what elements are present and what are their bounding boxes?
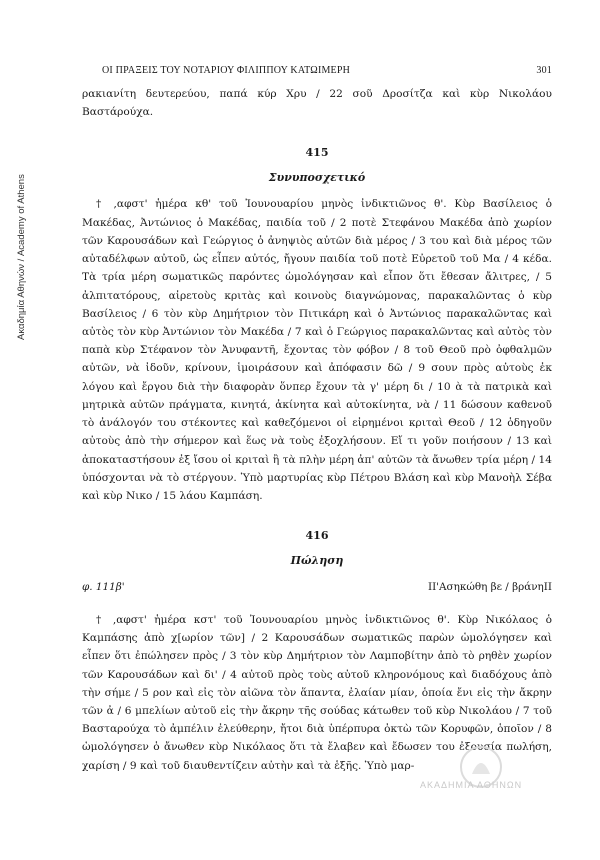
document-page [82,62,552,775]
running-head-title: ΟΙ ΠΡΑΞΕΙΣ ΤΟΥ ΝΟΤΑΡΙΟΥ ΦΙΛΙΠΠΟΥ ΚΑΤΩΙΜΕΡΗ [102,65,351,76]
doc-416-title: Πώληση [290,554,344,568]
archive-side-label-text: Ακαδημία Αθηνών / Academy of Athens [16,174,27,340]
doc-416-number: 416 [305,529,329,543]
running-head [82,62,552,79]
folio-reference: φ. 111β' [82,580,125,593]
doc-416-folio-row [82,579,552,597]
doc-415-text: † ,αφστ' ἡμέρα κθ' τοῦ Ἰουνουαρίου μηνὸς ἰνδικτιῶνος θ'. Κὺρ Βασίλειος ὁ Μακέδας, Ἀντώνιος ὁ Μακέδας, παιδία τοῦ / 2 ποτὲ Στεφάνου Μακέδα ἀπὸ χωρίον τῶν Καρουσάδων καὶ Γεώργιος ὁ ἀνηψιὸς αὐτῶν διὰ μέρος / 3 του καὶ διὰ μέρος τῶν αὐταδέλφων αὐτοῦ, ὡς εἶπεν αὐτός, ἤγουν παιδία τοῦ ποτὲ Εὐρετοῦ τοῦ Μα / 4 κέδα. Τὰ τρία μέρη σωματικῶς παρόντες ὡμολόγησαν καὶ εἶπον ὅτι ἔθεσαν ἄλιτρες, / 5 ἀλπιτατόρους, αἱρετοὺς κριτὰς καὶ κοινοὺς διαγνώμονας, παρακαλῶντας ὁ κὺρ Βασίλειος / 6 τὸν κὺρ Δημήτριον τὸν Πιτικάρη καὶ ὁ Ἀντώνιος παρακαλῶντας καὶ αὐτὸς τὸν κὺρ Ἀντώνιον τὸν Μακέδα / 7 καὶ ὁ Γεώργιος παρακαλῶντας καὶ αὐτὸς τὸν παπὰ κὺρ Στέφανον τὸν Ἀνυφαντῆ, ἔχοντας τὸν φόβον / 8 τοῦ Θεοῦ πρὸ ὀφθαλμῶν αὐτῶν, νὰ ἰδοῦν, κρίνουν, ἱμοιράσουν καὶ ἀπόφασιν δῶ / 9 σουν πρὸς αὐτοὺς ἐκ λόγου καὶ ἔργου διὰ τὴν διαφορὰν ὅνπερ ἔχουν τὰ γ' μέρη δι / 10 ὰ τὰ πατρικὰ καὶ μητρικὰ αὐτῶν πράγματα, κινητά, ἀκίνητα καὶ αὐτοκίνητα, νὰ / 11 δώσουν καθενοῦ τὸ ἀνάλογόν του στέκοντες καὶ καθεζόμενοι οἱ εἰρημένοι κριταὶ Θεοῦ / 12 ὁδηγοῦν αὐτοὺς ἀπὸ τὴν σήμερον καὶ ἕως νὰ τοὺς ἐξοχλήσουν. Εἴ τι γοῦν ποιήσουν / 13 καὶ ἀποκαταστήσουν ἐξ ἴσου οἱ κριταὶ ἢ τὰ πλὴν μέρη ἀπ' αὐτῶν τὰ ἄνωθεν τρία μέρη / 14 ὑπόσχονται νὰ τὸ στέργουν. Ὑπὸ μαρτυρίας κὺρ Πέτρου Βλάση καὶ κὺρ Μανοὴλ Σέβα καὶ κὺρ Νικο / 15 λάου Καμπάση. [82,198,552,502]
archive-side-label [16,60,32,360]
academy-watermark-text: ΑΚΑΔΗΜΙΑ ΑΘΗΝΩΝ [420,780,523,790]
intro-paragraph: ρακιανίτη δευτερεύου, παπά κύρ Χρυ / 22 σοῦ Δροσίτζα καὶ κὺρ Νικολάου Βαστάρούχα. [82,88,552,119]
page-number: 301 [536,65,552,76]
folio-note: ΙΙ'Ασηκώθη βε / βράνηΙΙ [427,580,552,593]
doc-415-number: 415 [305,145,329,159]
doc-416-text: † ,αφστ' ἡμέρα κστ' τοῦ Ἰουνουαρίου μηνὸς ἰνδικτιῶνος θ'. Κὺρ Νικόλαος ὁ Καμπάσης ἀπὸ χ[ωρίον τῶν] / 2 Καρουσάδων σωματικῶς παρὼν ὡμολόγησεν καὶ εἶπεν ὅτι ἐπώλησεν πρὸς / 3 τὸν κὺρ Δημήτριον τὸν Λαμποβίτην ἀπὸ τὸ ρηθὲν χωρίον τῶν Καρουσάδων καὶ δι' / 4 αὐτοῦ πρὸς τοὺς αὐτοῦ κληρονόμους καὶ διαδόχους ἀπὸ τὴν σήμε / 5 ρον καὶ εἰς τὸν αἰῶνα τὸν ἅπαντα, ἐλαίαν μίαν, ὁποία ἔνι εἰς τὴν ἄκρην τῶν ἀ / 6 μπελίων αὐτοῦ εἰς τὴν ἄκρην τῆς σούδας κάτωθεν τοῦ κὺρ Νικολάου / 7 τοῦ Βασταρούχα τὸ ἀμπέλιν ἐλεύθερην, ἤτοι διὰ ὑπέρπυρα ὀκτὼ τῶν Κορυφῶν, ὁποῖον / 8 ὡμολόγησεν ὁ ἄνωθεν κὺρ Νικόλαος ὅτι τὰ ἔλαβεν καὶ ἔδωσεν του ἐξουσία πωλήση, χαρίση / 9 καὶ τοῦ διαυθεντίζειν αὐτὴν καὶ τὰ ἑξῆς. Ὑπὸ μαρ- [82,613,552,772]
doc-415-title: Συνυποσχετικό [268,170,366,184]
